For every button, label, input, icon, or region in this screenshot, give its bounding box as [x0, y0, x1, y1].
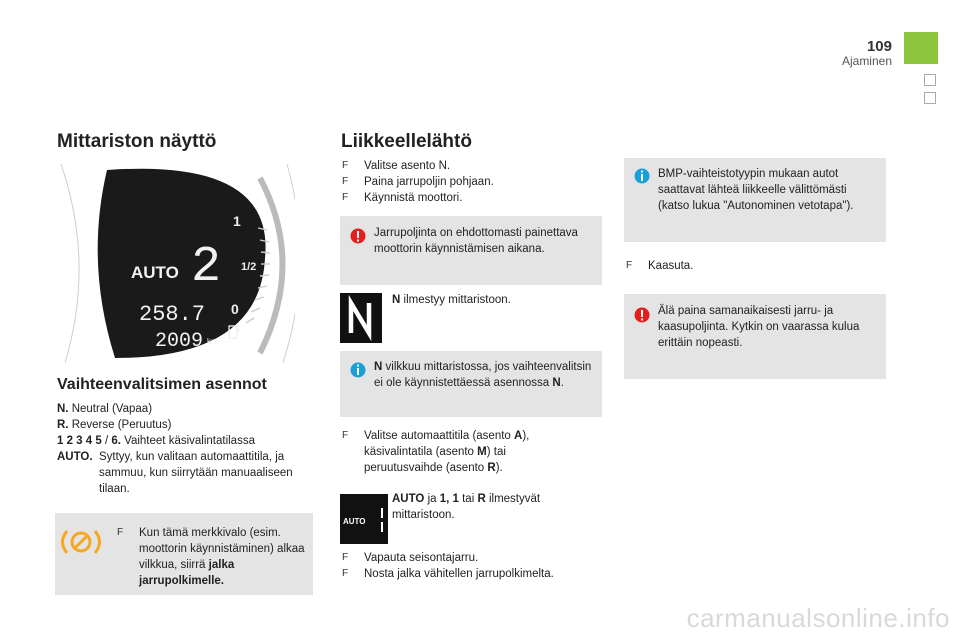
warning-icon: [634, 307, 650, 323]
info-text: [374, 359, 594, 391]
step-part: peruutusvaihde (asento: [364, 462, 488, 474]
gear-key: N.: [57, 403, 69, 415]
info-text-end: .: [560, 377, 564, 389]
instrument-cluster-image: [55, 158, 295, 368]
gear-key: 6.: [111, 435, 121, 447]
step-key: A: [514, 430, 523, 442]
info-box-bmp: [624, 158, 886, 242]
scale-empty-label: 0: [231, 301, 239, 317]
bullet-marker: F: [342, 430, 349, 441]
info-icon: [634, 168, 650, 184]
note-text: [117, 525, 307, 589]
auto-display-image: [340, 494, 388, 544]
step-part: käsivalintatila (asento: [364, 446, 478, 458]
warning-icon: [350, 228, 366, 244]
left-subtitle: Vaihteenvalitsimen asennot: [57, 376, 267, 393]
step-item: [342, 550, 602, 566]
tab-marker: [924, 92, 936, 104]
info-key: N: [374, 361, 383, 373]
step-part: ),: [522, 430, 530, 442]
gear-positions-list: [57, 401, 307, 497]
n-caption: [392, 292, 592, 308]
caption-part: tai: [458, 493, 478, 505]
bullet-marker: F: [342, 176, 349, 187]
steps-start: [342, 158, 592, 206]
dash-mode-label: AUTO: [131, 263, 179, 282]
step-part: Valitse automaattitila (asento: [364, 430, 515, 442]
step-item: [342, 158, 592, 174]
gear-desc: Reverse (Peruutus): [68, 419, 172, 431]
step-accelerate: [626, 258, 876, 274]
dash-trip: 2009: [155, 330, 204, 353]
gear-item-r: [57, 417, 307, 433]
n-caption-key: N: [392, 294, 401, 306]
step-key: M: [477, 446, 487, 458]
gear-desc: Vaihteet käsivalintatilassa: [120, 435, 255, 447]
step-text: Vapauta seisontajarru.: [364, 552, 479, 564]
middle-title: Liikkeellelähtö: [341, 131, 472, 152]
note-text-main: Kun tämä merkkivalo (esim. moottorin käynnistäminen) alkaa vilkkua, siirrä: [139, 527, 305, 571]
gear-item-n: [57, 401, 307, 417]
gear-desc: Syttyy, kun valitaan automaattitila, ja sammuu, kun siirrytään manuaaliseen tilaan.: [99, 451, 293, 495]
n-caption-text: ilmestyy mittaristoon.: [400, 294, 511, 306]
gearbox-warning-icon: [59, 528, 103, 556]
note-text-bold: jalka jarrupolkimelle.: [139, 559, 235, 587]
warning-text: Älä paina samanaikaisesti jarru- ja kaasupoljinta. Kytkin on vaarassa kulua erittäin nopeasti.: [658, 305, 860, 349]
step-key: R: [487, 462, 496, 474]
section-name: Ajaminen: [841, 54, 892, 68]
step-text: Kaasuta.: [648, 260, 694, 272]
gear-key: AUTO.: [57, 451, 93, 463]
caption-key: AUTO: [392, 493, 425, 505]
step-item: [342, 190, 592, 206]
dash-odometer: 258.7: [139, 302, 206, 327]
scale-half-label: 1/2: [241, 261, 257, 273]
step-text: Nosta jalka vähitellen jarrupolkimelta.: [364, 568, 554, 580]
caption-part: ilmestyvät mittaristoon.: [392, 493, 541, 521]
tab-marker: [924, 74, 936, 86]
step-part: ) tai: [486, 446, 506, 458]
dash-unit: km: [207, 337, 218, 346]
step-text: [364, 428, 529, 476]
gear-item-manual: [57, 433, 307, 449]
step-text: Paina jarrupoljin pohjaan.: [364, 176, 494, 188]
section-tab: [904, 32, 938, 64]
warning-text: Jarrupoljinta on ehdottomasti painettava moottorin käynnistämisen aikana.: [374, 227, 578, 255]
auto-display-label: AUTO: [343, 517, 366, 526]
info-box-n: [340, 351, 602, 417]
warning-box-brake: [340, 216, 602, 285]
caption-key: 1, 1: [439, 493, 459, 505]
page-number: 109: [866, 38, 892, 55]
gear-item-auto: [57, 449, 307, 497]
gear-desc: Neutral (Vapaa): [68, 403, 153, 415]
bullet-marker: F: [626, 260, 633, 271]
info-text: BMP-vaihteistotyypin mukaan autot saattavat lähteä liikkeelle välittömästi (katso lukua "Autonominen vetotapa").: [658, 168, 854, 212]
bullet-marker: F: [342, 192, 349, 203]
info-icon: [350, 362, 366, 378]
scale-full-label: 1: [233, 213, 241, 229]
watermark: carmanualsonline.info: [686, 603, 950, 633]
gear-sep: /: [101, 435, 112, 447]
note-box: [55, 513, 313, 595]
step-item: [342, 174, 592, 190]
steps-release: [342, 550, 602, 582]
bullet-marker: F: [342, 552, 349, 563]
dash-gear-digit: 2: [191, 239, 222, 296]
bullet-marker: F: [342, 160, 349, 171]
step-part: ).: [495, 462, 503, 474]
warning-box-pedals: [624, 294, 886, 379]
gear-key: R.: [57, 419, 69, 431]
info-key: N: [552, 377, 561, 389]
step-item: [342, 566, 602, 582]
bullet-marker: F: [342, 568, 349, 579]
bullet-marker: F: [117, 527, 124, 538]
n-display-image: [340, 293, 382, 343]
info-text-main: vilkkuu mittaristossa, jos vaihteenvalitsin ei ole käynnistettäessä asennossa: [374, 361, 592, 389]
gear-key: 1 2 3 4 5: [57, 435, 102, 447]
step-text: Käynnistä moottori.: [364, 192, 463, 204]
caption-part: ja: [424, 493, 440, 505]
step-auto-mode: [342, 428, 592, 476]
step-text: Valitse asento N.: [364, 160, 451, 172]
auto-caption: [392, 491, 592, 523]
caption-key: R: [477, 493, 486, 505]
left-title: Mittariston näyttö: [57, 131, 217, 152]
